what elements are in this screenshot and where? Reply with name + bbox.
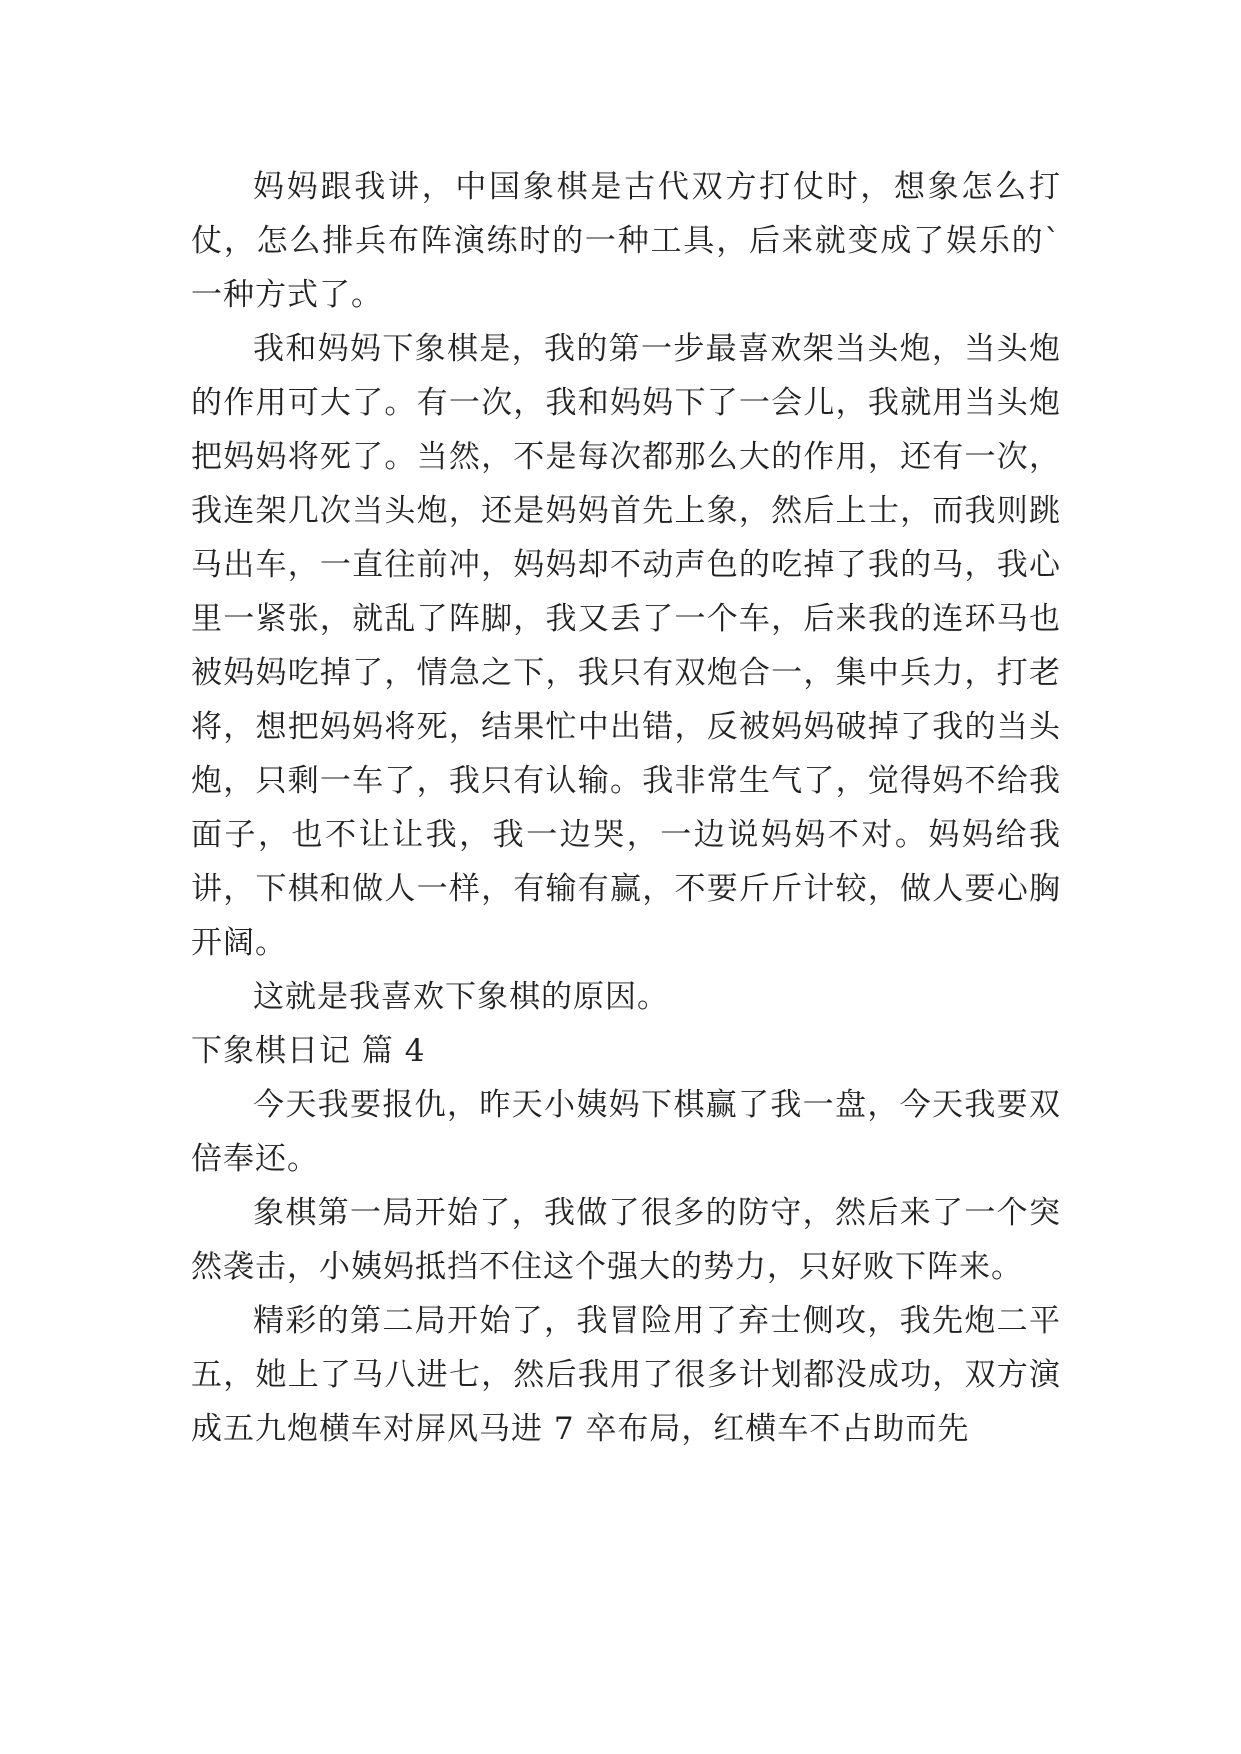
paragraph-2: 我和妈妈下象棋是，我的第一步最喜欢架当头炮，当头炮的作用可大了。有一次，我和妈妈下了一会儿，我就用当头炮把妈妈将死了。当然，不是每次都那么大的作用，还有一次，我连架几次当头炮，还是妈妈首先上象，然后上士，而我则跳马出车，一直往前冲，妈妈却不动声色的吃掉了我的马，我心里一紧张，就乱了阵脚，我又丢了一个车，后来我的连环马也被妈妈吃掉了，情急之下，我只有双炮合一，集中兵力，打老将，想把妈妈将死，结果忙中出错，反被妈妈破掉了我的当头炮，只剩一车了，我只有认输。我非常生气了，觉得妈不给我面子，也不让让我，我一边哭，一边说妈妈不对。妈妈给我讲，下棋和做人一样，有输有赢，不要斤斤计较，做人要心胸开阔。 bbox=[191, 331, 1061, 961]
paragraph-3: 这就是我喜欢下象棋的原因。 bbox=[253, 979, 669, 1015]
document-body bbox=[191, 160, 1061, 1456]
section-paragraph-1: 今天我要报仇，昨天小姨妈下棋赢了我一盘，今天我要双倍奉还。 bbox=[191, 1087, 1061, 1177]
paragraph-1: 妈妈跟我讲，中国象棋是古代双方打仗时，想象怎么打仗，怎么排兵布阵演练时的一种工具，后来就变成了娱乐的`一种方式了。 bbox=[191, 169, 1061, 313]
section-heading: 下象棋日记 篇 4 bbox=[191, 1033, 426, 1069]
section-paragraph-2: 象棋第一局开始了，我做了很多的防守，然后来了一个突然袭击，小姨妈抵挡不住这个强大的势力，只好败下阵来。 bbox=[191, 1195, 1061, 1285]
section-paragraph-3: 精彩的第二局开始了，我冒险用了弃士侧攻，我先炮二平五，她上了马八进七，然后我用了很多计划都没成功，双方演成五九炮横车对屏风马进 7 卒布局，红横车不占助而先 bbox=[191, 1303, 1061, 1447]
